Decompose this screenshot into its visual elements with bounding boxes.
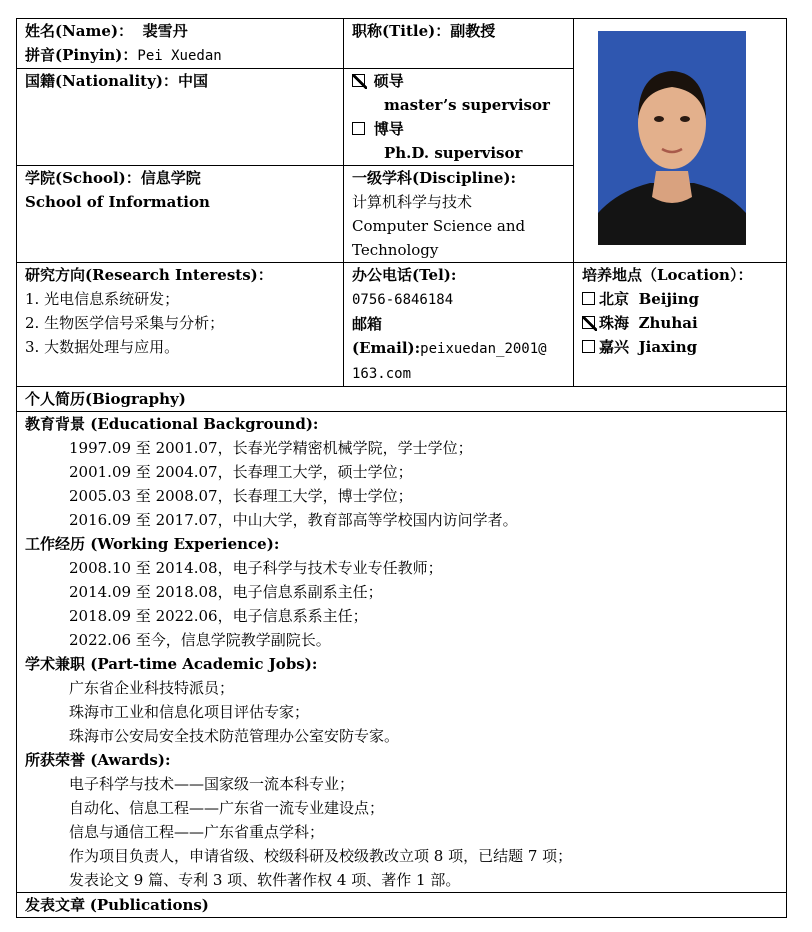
research-cell (17, 263, 344, 387)
checkbox-checked-icon (352, 74, 365, 87)
location-en: Beijing (638, 290, 700, 308)
discipline-label: 一级学科(Discipline): (352, 169, 517, 187)
discipline-cell (344, 166, 574, 263)
pinyin-value: Pei Xuedan (137, 48, 222, 64)
title-label: 职称(Title)： (352, 22, 451, 40)
tel-value: 0756-6846184 (352, 292, 454, 308)
award-item: 发表论文 9 篇、专利 3 项、软件著作权 4 项、著作 1 部。 (69, 871, 461, 889)
award-item: 电子科学与技术——国家级一流本科专业； (69, 775, 355, 793)
profile-table (16, 18, 787, 918)
title-cell (344, 19, 574, 69)
name-cell (17, 19, 344, 69)
location-label: 培养地点（Location）： (582, 266, 753, 284)
parttime-item: 珠海市公安局安全技术防范管理办公室安防专家。 (69, 727, 400, 745)
school-cell (17, 166, 344, 263)
biography-body (17, 412, 787, 893)
education-item: 2001.09 至 2004.07，长春理工大学，硕士学位； (69, 463, 413, 481)
email-value-1[interactable]: peixuedan_2001@ (420, 341, 547, 357)
name-label: 姓名(Name)： (25, 22, 134, 40)
research-label: 研究方向(Research Interests)： (25, 266, 273, 284)
parttime-item: 广东省企业科技特派员； (69, 679, 235, 697)
email-label-cn: 邮箱 (352, 315, 383, 333)
work-item: 2018.09 至 2022.06，电子信息系系主任； (69, 607, 368, 625)
nationality-cell (17, 69, 344, 166)
checkbox-empty-icon (352, 122, 365, 135)
awards-heading: 所获荣誉 (Awards): (25, 751, 171, 769)
tel-label: 办公电话(Tel): (352, 266, 457, 284)
photo-cell (574, 19, 787, 263)
location-cn: 嘉兴 (599, 338, 630, 356)
nationality-value: 中国 (177, 72, 208, 90)
master-supervisor-cn: 硕导 (373, 72, 404, 90)
parttime-item: 珠海市工业和信息化项目评估专家； (69, 703, 310, 721)
biography-label: 个人简历(Biography) (25, 390, 186, 408)
work-item: 2008.10 至 2014.08，电子科学与技术专业专任教师； (69, 559, 443, 577)
award-item: 信息与通信工程——广东省重点学科； (69, 823, 325, 841)
pinyin-label: 拼音(Pinyin)： (25, 46, 138, 64)
email-label-en: (Email): (352, 339, 421, 357)
education-item: 2016.09 至 2017.07，中山大学，教育部高等学校国内访问学者。 (69, 511, 518, 529)
location-cn: 珠海 (599, 314, 630, 332)
profile-photo (598, 31, 746, 245)
location-cell (574, 263, 787, 387)
nationality-label: 国籍(Nationality)： (25, 72, 178, 90)
portrait-illustration (598, 31, 746, 245)
profile-sheet (16, 18, 786, 918)
discipline-en-1: Computer Science and (352, 217, 526, 235)
location-en: Zhuhai (638, 314, 698, 332)
publications-header (17, 893, 787, 918)
parttime-heading: 学术兼职 (Part-time Academic Jobs): (25, 655, 318, 673)
research-item: 3. 大数据处理与应用。 (25, 338, 180, 356)
publications-heading-cn: 发表文章 (25, 896, 86, 914)
email-value-2[interactable]: 163.com (352, 366, 412, 382)
biography-header (17, 387, 787, 412)
work-heading: 工作经历 (Working Experience): (25, 535, 280, 553)
supervisor-cell (344, 69, 574, 166)
education-item: 1997.09 至 2001.07，长春光学精密机械学院，学士学位； (69, 439, 473, 457)
discipline-cn: 计算机科学与技术 (352, 193, 473, 211)
work-item: 2022.06 至今，信息学院教学副院长。 (69, 631, 331, 649)
research-item: 1. 光电信息系统研发； (25, 290, 180, 308)
location-cn: 北京 (599, 290, 630, 308)
work-item: 2014.09 至 2018.08，电子信息系副系主任； (69, 583, 383, 601)
phd-supervisor-en: Ph.D. supervisor (384, 144, 523, 162)
discipline-en-2: Technology (352, 241, 439, 259)
school-value: 信息学院 (140, 169, 201, 187)
school-en: School of Information (25, 193, 210, 211)
education-heading: 教育背景 (Educational Background): (25, 415, 319, 433)
publications-heading-en: (Publications) (89, 896, 209, 914)
location-en: Jiaxing (638, 338, 698, 356)
checkbox-empty-icon (582, 292, 595, 305)
checkbox-empty-icon (582, 340, 595, 353)
contact-cell (344, 263, 574, 387)
master-supervisor-en: master’s supervisor (384, 96, 550, 114)
name-value: 裴雪丹 (142, 22, 188, 40)
award-item: 自动化、信息工程——广东省一流专业建设点； (69, 799, 385, 817)
title-value: 副教授 (450, 22, 496, 40)
award-item: 作为项目负责人，申请省级、校级科研及校级教改立项 8 项，已结题 7 项； (69, 847, 573, 865)
phd-supervisor-cn: 博导 (373, 120, 404, 138)
checkbox-checked-icon (582, 316, 595, 329)
school-label: 学院(School)： (25, 169, 141, 187)
research-item: 2. 生物医学信号采集与分析； (25, 314, 225, 332)
education-item: 2005.03 至 2008.07，长春理工大学，博士学位； (69, 487, 413, 505)
